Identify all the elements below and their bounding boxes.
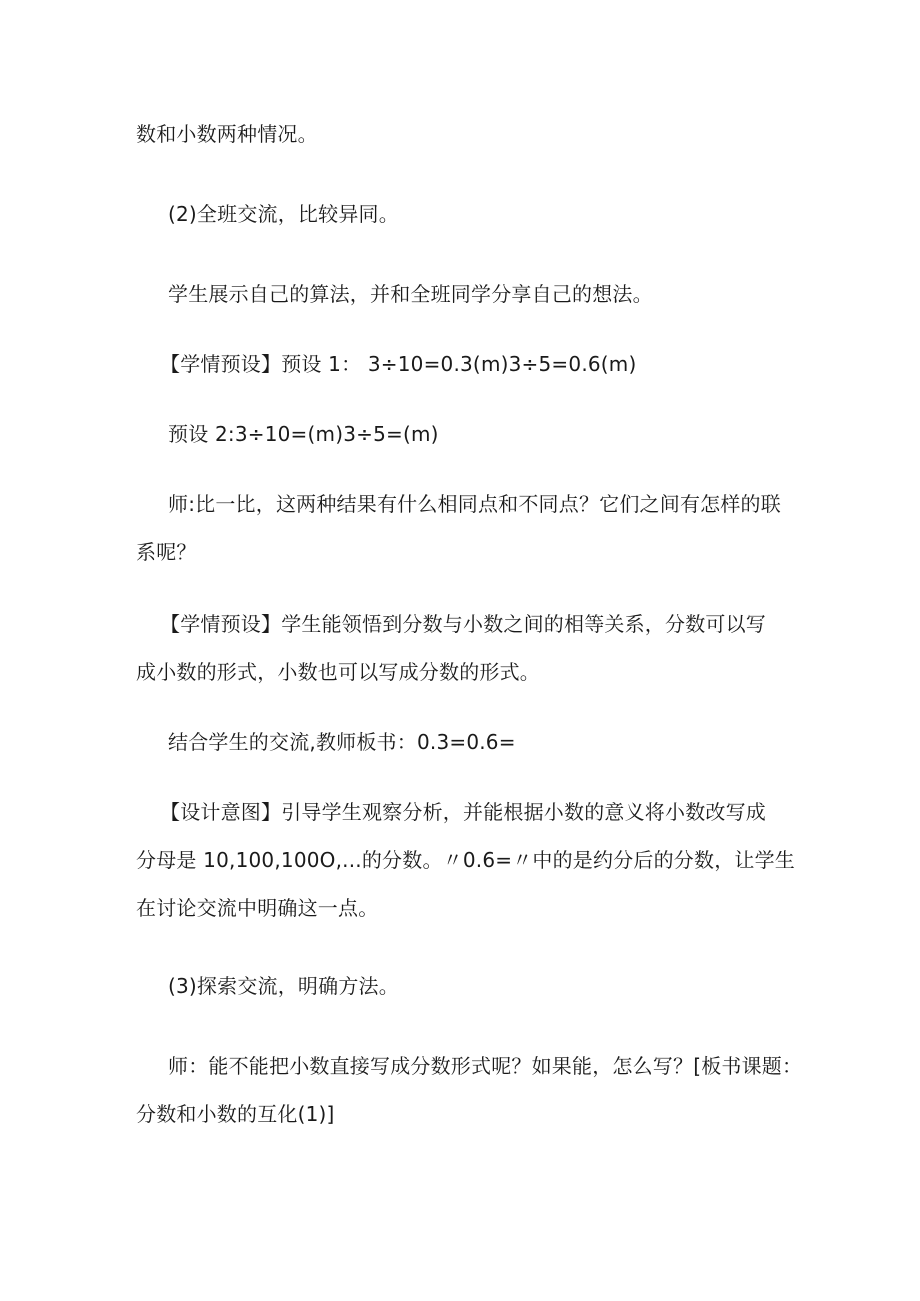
paragraph-11-line-2: 分数和小数的互化(1)] (136, 1102, 335, 1126)
paragraph-3-line-1: 学生展示自己的算法，并和全班同学分享自己的想法。 (168, 282, 653, 306)
paragraph-10-line-1: (3)探索交流，明确方法。 (168, 974, 399, 998)
paragraph-5-line-1: 预设 2:3÷10=(m)3÷5=(m) (168, 422, 439, 446)
paragraph-9-line-3: 在讨论交流中明确这一点。 (136, 896, 379, 920)
paragraph-1-line-1: 数和小数两种情况。 (136, 122, 318, 146)
paragraph-6-line-1: 师:比一比，这两种结果有什么相同点和不同点？它们之间有怎样的联 (168, 492, 781, 516)
paragraph-9-line-1: 【设计意图】引导学生观察分析，并能根据小数的意义将小数改写成 (160, 800, 766, 824)
paragraph-2-line-1: (2)全班交流，比较异同。 (168, 202, 399, 226)
paragraph-6-line-2: 系呢？ (136, 540, 197, 564)
paragraph-9-line-2: 分母是 10,100,100O,...的分数。〃0.6=〃中的是约分后的分数，让学生 (136, 848, 796, 872)
paragraph-11-line-1: 师：能不能把小数直接写成分数形式呢？如果能，怎么写？[板书课题： (168, 1054, 803, 1078)
paragraph-8-line-1: 结合学生的交流,教师板书：0.3=0.6= (168, 730, 516, 754)
paragraph-7-line-2: 成小数的形式，小数也可以写成分数的形式。 (136, 660, 540, 684)
paragraph-7-line-1: 【学情预设】学生能领悟到分数与小数之间的相等关系，分数可以写 (160, 612, 766, 636)
paragraph-4-line-1: 【学情预设】预设 1： 3÷10=0.3(m)3÷5=0.6(m) (160, 352, 637, 376)
